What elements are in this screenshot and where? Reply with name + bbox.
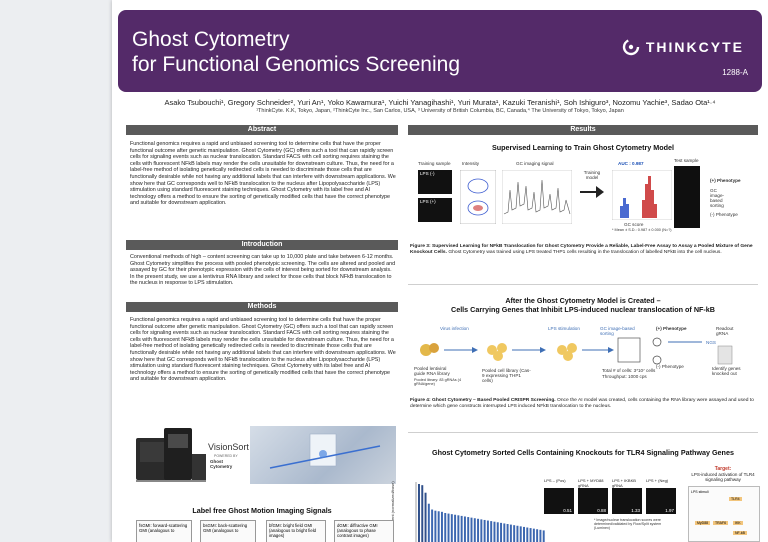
chart-bar [418,484,420,542]
pathway-diagram [688,486,760,542]
fig4-virus-infection: Virus infection [440,326,469,331]
fig5-panel-label: LPS – (Pos) [544,478,566,483]
fig5-panel [544,478,576,514]
fig3-phen-plus: (+) Phenotype [710,178,741,183]
intensity-scatter-plot [460,170,496,224]
gmi-card-text: fsGMI: forward-scattering GMI (analogous to [139,523,188,533]
knockout-bar-chart [408,478,548,542]
chart-bar [490,521,492,542]
divider [408,432,758,433]
fig5-panel [578,478,610,514]
chart-bar [510,525,512,542]
gmi-card-text: bsGMI: back-scattering GMI (analogous to [203,523,248,533]
divider [408,284,758,285]
pathway-box: MyD88 [697,521,709,525]
lps-minus-panel [418,170,452,194]
pathway-box: TLR4 [731,497,740,501]
gmi-card [266,520,326,542]
chart-bar [520,526,522,542]
chart-bar [448,514,450,542]
gc-score-histogram [612,170,672,220]
fig4-caption-text: Once the AI model was created, cells containing the RNA library were assayed and used to determine which gene constructs interrupted LPS induced NFkB translocation to the nucleus. [410,398,754,409]
fig4-total-cells: Total # of cells: 3*10⁷ cells [602,368,656,373]
chart-bar [516,526,518,542]
chart-bar [441,512,443,542]
poster-page [112,0,768,542]
fig5-target-label: Target: [714,466,732,472]
fig3-phen-minus: (-) Phenotype [710,212,738,217]
training-model-brain-icon [578,182,606,202]
fig3-training-model: Training model [583,170,601,180]
title-line-2: for Functional Genomics Screening [132,53,460,76]
chart-bar [500,523,502,542]
gmi-card-list [128,520,398,542]
chart-bar [493,522,495,542]
fig5-panel-label: LPS + IKBKB gRNA [612,478,636,488]
chart-bar [523,527,525,542]
fig5-title: Ghost Cytometry Sorted Cells Containing Knockouts for TLR4 Signaling Pathway Genes [432,448,734,457]
fig3-auc: AUC : 0.987 [618,161,644,166]
instrument-image [134,424,249,484]
fig5-panel-score: 0.88 [597,508,606,513]
chart-bar [526,528,528,542]
fig3-caption [410,244,756,256]
fig5-panel-image [612,488,642,514]
thinkcyte-logo [622,38,744,56]
chart-bar [444,513,446,542]
fig4-caption [410,398,756,410]
gmi-photo [250,426,396,484]
chart-bar [503,523,505,542]
chart-bar [497,522,499,542]
fig4-title-line-1: After the Ghost Cytometry Model is Created – [505,296,661,305]
fig5-panel-score: 1.97 [665,508,674,513]
introduction-heading: Introduction [126,240,398,250]
fig5-target [684,466,762,542]
fig5-image-panels [544,478,680,538]
fig4-workflow-diagram [412,332,758,368]
fig4-gc-sorting: GC image-based sorting [600,326,635,336]
abstract-heading: Abstract [126,125,398,135]
chart-bar [480,519,482,542]
chart-bar [464,516,466,542]
abstract-text: Functional genomics requires a rapid and unbiased screening tool to determine cells that have the proper functional outcome after genetic manipulation. Ghost Cytometry (GC) offers such a tool that can rapidly screen cells for signaling events such as nuclear translocation. Standard FACS with cell sorting requires staining the cells with fluorescent NFkB labels may render the cells unsuitable for downstream culture. Thus, the need for a label-free method of isolating genetically redirected cells is needed to discriminate those cells that are functionally desirable while not having any additional labels that can interfere with downstream applications. We show here that GC corresponds well to NFkB translocation to the nucleus after Lipopolysaccharide (LPS) stimulation using standard fluorescent staining techniques. Ghost Cytometry with its label free and AI technology offers a method to ensure the sorting of genetically modified cells that have the correct phenotype and suitable for downstream application. [130,141,396,207]
methods-text: Functional genomics requires a rapid and unbiased screening tool to determine cells that have the proper functional outcome after genetic manipulation. Ghost Cytometry (GC) offers such a tool that can rapidly screen cells for signaling events such as nuclear translocation. Standard FACS with cell sorting requires staining the cells with fluorescent NFkB labels may render the cells unsuitable for downstream culture. Thus, the need for a label-free method of isolating genetically redirected cells is needed to discriminate those cells that are functionally desirable while not having any additional labels that can interfere with downstream applications. We show here that GC corresponds well to NFkB translocation to the nucleus after Lipopolysaccharide (LPS) stimulation using standard fluorescent staining techniques. Ghost Cytometry with its label free and AI technology offers a method to ensure the sorting of genetically modified cells that have the correct phenotype and suitable for downstream application. [130,317,396,383]
results-heading: Results [408,125,758,135]
chart-bar [487,521,489,542]
fig4-phen-plus: (+) Phenotype [656,326,687,331]
fig3-intensity: Intensity [462,161,480,166]
fig3-gc-sort: GC image-based sorting [710,188,725,208]
pathway-box: TRAF6 [715,521,727,525]
author-list: Asako Tsubouchi¹, Gregory Schneider², Yuri An¹, Yoko Kawamura¹, Yuichi Yanagihashi¹, Yuri Murata¹, Kazuki Teranishi¹, Soh Ishiguro³, Nozomu Yachie³, Sadao Ota¹·⁴ [164,98,716,107]
fig3-gc-score: GC score [624,222,644,227]
fig5-panel [612,478,644,514]
test-sample-panel [674,166,700,228]
instrument-powered-by: POWERED BY [214,454,238,458]
chart-bar [536,529,538,542]
chart-bar [539,530,541,542]
poster-header [118,10,762,92]
gmi-card-text: bfGMI: bright field GMI (analogous to bright field images) [269,523,317,538]
methods-heading: Methods [126,302,398,312]
chart-bar [457,515,459,542]
fig5-ylabel: ent (normalized/base) [390,481,395,520]
fig5-panel [646,478,678,514]
chart-bar [530,528,532,542]
chart-bar [484,520,486,542]
chart-bar [467,517,469,542]
lps-minus-label: LPS (-) [420,171,435,176]
fig4-readout: Readout gRNA [716,326,734,336]
fig3-figure [412,156,758,238]
introduction-text: Conventional methods of high – content screening can take up to 10,000 plate and take between 6-12 months. Ghost Cytometry simplifies the process with pooled phenotypic screening. The cells are altered and pooled and assayed by GC for their phenotypic expression with the cells of interest being sorted for downstream analysis. In the present study, we use a lentivirus RNA library and select for those cells that block NFkB translocation to the nucleus in response to LPS stimulation. [130,254,396,287]
fig3-test-sample: Test sample [674,158,699,163]
fig4-throughput: Throughput: 1000 cps [602,374,647,379]
logo-text: THINKCYTE [645,39,744,55]
fig4-pooled-library-sub: Pooled library: 83 gRNAs (4 gRNA/gene) [414,378,462,386]
gmi-light-path-illustration [250,426,396,484]
fig3-imaging-signal: GC imaging signal [516,161,554,166]
gc-imaging-signal-trace [502,170,572,224]
fig4-title-line-2: Cells Carrying Genes that Inhibit LPS-induced nuclear translocation of NF-kB [451,305,715,314]
chart-bar [425,493,427,542]
fig4-phen-minus: (-) Phenotype [656,364,684,369]
fig4-caption-bold: Figure 4: Ghost Cytometry – Based Pooled CRISPR Screening. [410,398,556,403]
fig3-caption-bold: Figure 3: Supervised Learning for NFkB Translocation for Ghost Cytometry Provide a Reliable, Label-Free Assay to Assay a Pooled Mixture of Gene Knockout Cells. [410,244,753,255]
chart-bar [461,516,463,542]
fig5-panel-note: * Image/nuclear translocation scores were determined/validated by Flow/Split system (Luminex) [594,518,662,530]
fig5-target-desc: LPS-induced activation of TLR4 signaling pathway [691,472,755,482]
chart-bar [471,518,473,542]
title-line-1: Ghost Cytometry [132,28,290,51]
chart-bar [428,504,430,542]
fig4-title [408,296,758,314]
lps-plus-panel [418,198,452,222]
poster-id: 1288-A [722,68,748,77]
fig5-panel-label: LPS + MYD88 gRNA [578,478,604,488]
gmi-card [136,520,192,542]
chart-bar [434,511,436,542]
chart-bar [533,529,535,542]
gmi-card-text: dGMI: diffractive GMI (analogous to phase contrast images) [337,523,378,538]
fig4-figure [412,322,758,392]
affiliations: ¹ThinkCyte. K.K, Tokyo, Japan, ²ThinkCyte Inc., San Carlos, USA, ³ University of British Columbia, BC, Canada,⁴ The University of Tokyo, Tokyo, Japan [256,108,624,114]
fig4-pooled-library: Pooled lentiviral guide RNA library [414,366,450,376]
thinkcyte-logo-icon [622,38,640,56]
fig4-ngs: NGS [706,340,716,345]
fig5-panel-score: 1.33 [631,508,640,513]
pathway-box: LPS stimuli [691,490,709,494]
lps-plus-label: LPS (+) [420,199,436,204]
fig5-panel-image [646,488,676,514]
instrument-brand: Ghost Cytometry [210,459,233,469]
fig4-lps-stimulation: LPS stimulation [548,326,580,331]
chart-bar [507,524,509,542]
chart-bar [454,515,456,542]
fig5-panel-image [544,488,574,514]
fig5-panel-score: 0.51 [563,508,572,513]
label-free-title: Label free Ghost Motion Imaging Signals [192,506,332,515]
pathway-box: IKK [735,521,741,525]
chart-bar [431,510,433,542]
chart-bar [474,518,476,542]
fig5-panel-image [578,488,608,514]
gmi-card [200,520,256,542]
fig3-title: Supervised Learning to Train Ghost Cytometry Model [491,143,675,152]
gmi-card [334,520,394,542]
chart-bar [477,519,479,542]
chart-bar [438,511,440,542]
viewer-gutter [0,0,112,542]
fig3-training-sample: Training sample [418,161,451,166]
fig3-caption-text: Ghost Cytometry was trained using LPS treated THP1 cells resulting in the translocation of labelled NFkB into the cell nucleus. [446,250,722,255]
pathway-box: NF-kB [735,531,745,535]
instrument-name: VisionSort [208,442,249,452]
fig4-pooled-cell-library: Pooled cell library (Cas-9 expressing THP1 cells) [482,368,531,383]
fig5-panel-label: LPS + (Neg) [646,478,669,483]
fig4-identify: Identify genes knocked out [712,366,741,376]
poster-title [132,27,460,77]
chart-bar [513,525,515,542]
chart-bar [451,514,453,542]
chart-bar [421,485,423,542]
fig3-mean-note: * Mean ± S.D.: 0.987 ± 0.000 (N=?) [612,228,672,232]
